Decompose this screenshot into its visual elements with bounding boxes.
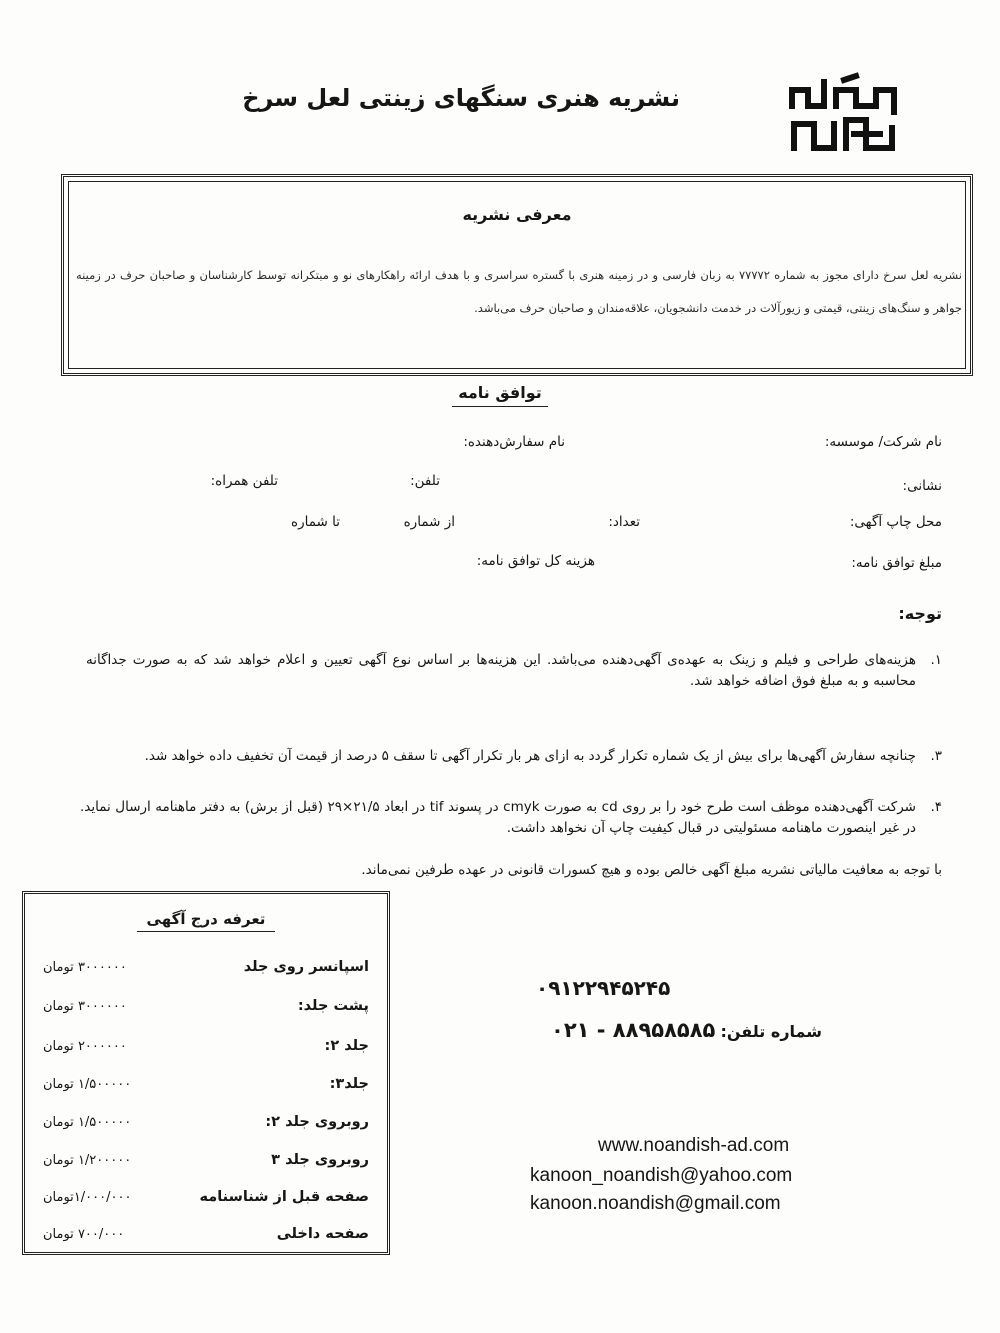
notes-heading: توجه: [898,604,942,623]
rate-label: روبروی جلد ۲: [265,1114,369,1130]
amount-field-label: مبلغ توافق نامه: [851,555,942,571]
note-item [80,797,942,839]
intro-heading: معرفی نشریه [462,205,572,224]
page-title: نشریه هنری سنگهای زینتی لعل سرخ [242,84,680,112]
to-issue-label: تا شماره [291,514,340,530]
rates-title-text: تعرفه درج آگهی [137,910,276,932]
rate-price: ۱/۲۰۰۰۰۰ تومان [43,1153,132,1168]
from-issue-label: از شماره [403,514,455,530]
rate-label: جلد ۲: [324,1038,369,1054]
yahoo-email-link[interactable]: kanoon_noandish@yahoo.com [530,1165,793,1186]
rate-label: صفحه داخلی [276,1226,369,1242]
note-text: چنانچه سفارش آگهی‌ها برای بیش از یک شماره تکرار گردد به ازای هر بار تکرار آگهی تا سقف ۵ درصد از قیمت آن تخفیف داده خواهد شد. [144,748,916,764]
website-link[interactable]: www.noandish-ad.com [598,1135,790,1156]
agreement-title-text: توافق نامه [452,383,548,407]
phone-label: شماره تلفن: [720,1022,822,1041]
address-field-label: نشانی: [902,478,942,494]
rate-label: اسپانسر روی جلد [243,959,369,975]
note-item [86,650,942,692]
rate-row [43,998,369,1022]
rates-box [24,893,388,1253]
rate-row [43,1076,369,1100]
note-number: ۳. [930,748,942,764]
total-cost-label: هزینه کل توافق نامه: [476,553,595,569]
rate-row [43,1152,369,1176]
agreement-title [0,383,1000,402]
intro-box [63,176,971,374]
rate-price: ۳۰۰۰۰۰۰ تومان [43,960,127,975]
logo [784,72,902,160]
rate-label: صفحه قبل از شناسنامه [199,1189,369,1205]
rate-price: ۱/۵۰۰۰۰۰ تومان [43,1115,132,1130]
intro-body: نشریه لعل سرخ دارای مجوز به شماره ۷۷۷۷۲ به زبان فارسی و در زمینه هنری با گستره سراسری و با هدف ارائه راهکارهای نو و مبتکرانه توسط کارشناسان و صاحبان حرف در زمینه جواهر و سنگ‌های زینتی، قیمتی و زیورآلات در خدمت دانشجویان، علاقه‌مندان و صاحبان حرف می‌باشد. [76,268,962,315]
rate-row [43,959,369,983]
rate-label: روبروی جلد ۳ [271,1152,369,1168]
rate-row [43,1038,369,1062]
logo-calligraphy-icon [784,72,902,160]
mobile-number: ۰۹۱۲۲۹۴۵۲۴۵ [536,976,671,1000]
orderer-field-label: نام سفارش‌دهنده: [463,434,565,450]
note-number: ۴. [930,799,942,815]
mobile-field-label: تلفن همراه: [210,473,278,489]
rates-title [25,910,387,928]
note-item [80,746,942,767]
note-number: ۱. [930,652,942,668]
phone-number: ۰۲۱ - ۸۸۹۵۸۵۸۵ [551,1018,716,1042]
count-field-label: تعداد: [608,514,640,530]
note-text: شرکت آگهی‌دهنده موظف است طرح خود را بر روی cd به صورت cmyk در پسوند tif در ابعاد ۲۱/۵×۲۹ (قبل از برش) به دفتر ماهنامه ارسال نماید. در غیر اینصورت ماهنامه مسئولیتی در قبال کیفیت چاپ آن نخواهد داشت. [80,799,916,836]
rate-row [43,1114,369,1138]
phone-line [551,1018,822,1042]
rate-price: ۳۰۰۰۰۰۰ تومان [43,999,127,1014]
rate-price: ۷۰۰/۰۰۰ تومان [43,1227,125,1242]
ad-place-field-label: محل چاپ آگهی: [849,514,942,530]
rate-price: ۲۰۰۰۰۰۰ تومان [43,1039,127,1054]
rate-price: ۱/۰۰۰/۰۰۰تومان [43,1190,132,1205]
tax-note: با توجه به معافیت مالیاتی نشریه مبلغ آگهی خالص بوده و هیچ کسورات قانونی در عهده طرفین نمی‌ماند. [361,862,942,878]
rate-label: جلد۳: [329,1076,369,1092]
rate-price: ۱/۵۰۰۰۰۰ تومان [43,1077,132,1092]
note-text: هزینه‌های طراحی و فیلم و زینک به عهده‌ی آگهی‌دهنده می‌باشد. این هزینه‌ها بر اساس نوع آگهی تعیین و اعلام خواهد شد که به صورت جداگانه محاسبه و به مبلغ فوق اضافه خواهد شد. [86,652,916,689]
rate-row [43,1189,369,1213]
gmail-email-link[interactable]: kanoon.noandish@gmail.com [530,1193,781,1214]
phone-field-label: تلفن: [410,473,440,489]
rate-row [43,1226,369,1250]
company-field-label: نام شرکت/ موسسه: [824,434,942,450]
rate-label: پشت جلد: [297,998,369,1014]
